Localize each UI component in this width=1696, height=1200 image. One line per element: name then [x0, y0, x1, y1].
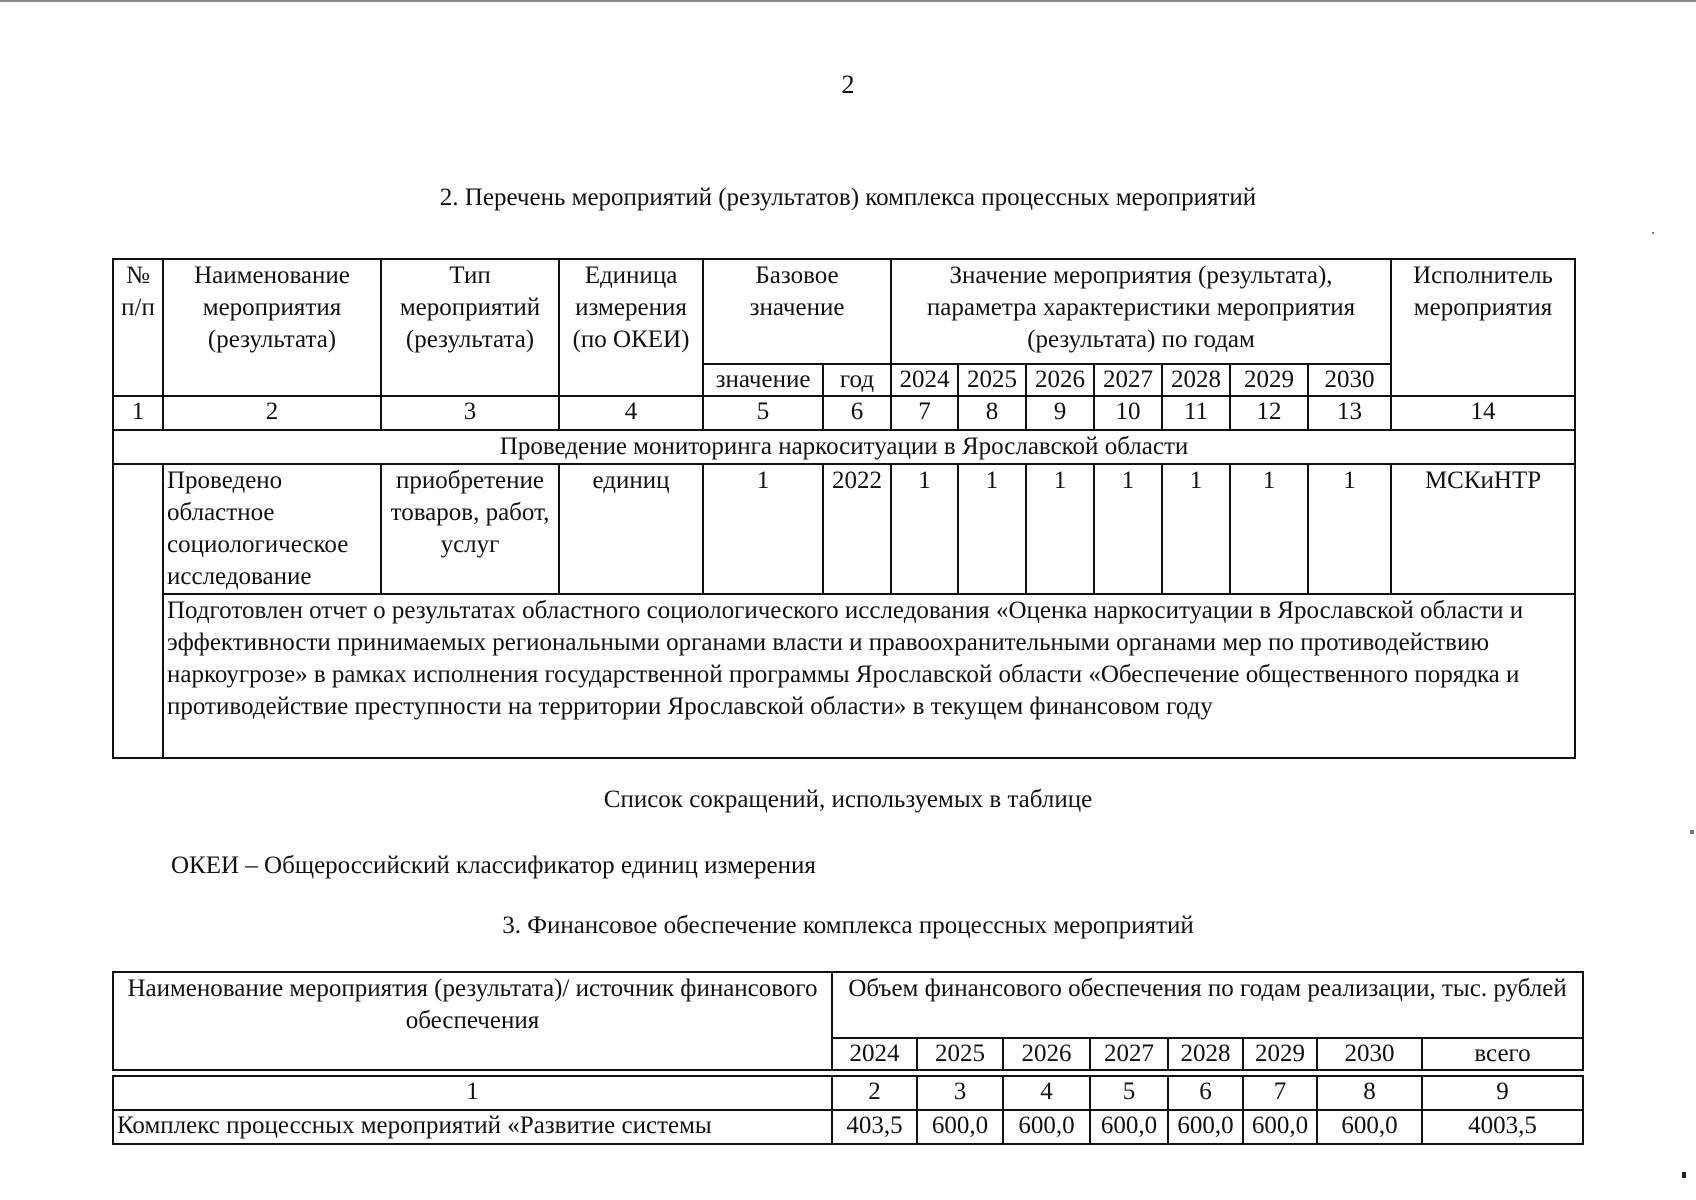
- header-year: 2029: [1230, 364, 1308, 396]
- column-number: 3: [381, 396, 559, 430]
- header-year: 2025: [958, 364, 1026, 396]
- scan-speck: [1682, 1172, 1686, 1178]
- finance-header-name: Наименование мероприятия (результата)/ источник финансового обеспечения: [113, 972, 832, 1070]
- column-number: 2: [832, 1076, 917, 1110]
- finance-row-name: Комплекс процессных мероприятий «Развитие системы: [113, 1110, 832, 1144]
- description-row: [113, 594, 1575, 758]
- finance-row-value: 600,0: [1243, 1110, 1317, 1144]
- column-number: 8: [1317, 1076, 1422, 1110]
- column-number: 3: [917, 1076, 1003, 1110]
- header-name: Наименование мероприятия (результата): [163, 259, 381, 396]
- column-number: 7: [891, 396, 958, 430]
- row-year-value: 1: [1026, 464, 1094, 594]
- column-number: 5: [703, 396, 823, 430]
- header-year: 2030: [1308, 364, 1391, 396]
- row-year-value: 1: [1230, 464, 1308, 594]
- column-number: 4: [559, 396, 703, 430]
- header-executor: Исполнитель мероприятия: [1391, 259, 1575, 396]
- header-num: № п/п: [113, 259, 163, 396]
- column-number: 13: [1308, 396, 1391, 430]
- header-type: Тип мероприятий (результата): [381, 259, 559, 396]
- finance-header-year: 2027: [1090, 1038, 1168, 1070]
- header-year: 2026: [1026, 364, 1094, 396]
- header-year: 2024: [891, 364, 958, 396]
- group-title: Проведение мониторинга наркоситуации в Ярославской области: [113, 430, 1575, 464]
- section2-title: 2. Перечень мероприятий (результатов) комплекса процессных мероприятий: [439, 184, 1257, 211]
- group-row: [113, 430, 1575, 464]
- column-number: 1: [113, 1076, 832, 1110]
- row-year-value: 1: [891, 464, 958, 594]
- abbreviation-item: ОКЕИ – Общероссийский классификатор единиц измерения: [171, 852, 816, 879]
- column-numbers-row: [113, 396, 1575, 430]
- section3-title: 3. Финансовое обеспечение комплекса процессных мероприятий: [502, 912, 1194, 939]
- finance-row-total: 4003,5: [1422, 1110, 1583, 1144]
- abbreviations-title: Список сокращений, используемых в таблице: [603, 786, 1093, 813]
- header-base-year: год: [823, 364, 891, 396]
- header-values: Значение мероприятия (результата), параметра характеристики мероприятия (результата) по годам: [891, 259, 1391, 364]
- column-number: 6: [1168, 1076, 1243, 1110]
- finance-row-value: 600,0: [1003, 1110, 1090, 1144]
- page-number: 2: [841, 70, 855, 99]
- page-top-edge: [0, 0, 1696, 2]
- column-number: 12: [1230, 396, 1308, 430]
- row-description: Подготовлен отчет о результатах областного социологического исследования «Оценка наркоситуации в Ярославской области и эффективности принимаемых региональными органами власти и правоохранительными органами мер по противодействию наркоугрозе» в рамках исполнения государственной программы Ярославской области «Обеспечение общественного порядка и противодействие преступности на территории Ярославской области» в текущем финансовом году: [163, 594, 1575, 758]
- column-number: 7: [1243, 1076, 1317, 1110]
- row-executor: МСКиНТР: [1391, 464, 1575, 594]
- header-year: 2028: [1162, 364, 1230, 396]
- finance-row-value: 600,0: [1168, 1110, 1243, 1144]
- column-number: 6: [823, 396, 891, 430]
- row-name: Проведено областное социологическое исследование: [163, 464, 381, 594]
- column-number: 8: [958, 396, 1026, 430]
- header-base-value: значение: [703, 364, 823, 396]
- finance-header-total: всего: [1422, 1038, 1583, 1070]
- header-unit: Единица измерения (по ОКЕИ): [559, 259, 703, 396]
- row-year-value: 1: [1094, 464, 1162, 594]
- column-number: 5: [1090, 1076, 1168, 1110]
- finance-header-year: 2030: [1317, 1038, 1422, 1070]
- column-number: 11: [1162, 396, 1230, 430]
- scan-speck: [1690, 830, 1694, 834]
- finance-row-value: 600,0: [1090, 1110, 1168, 1144]
- column-number: 10: [1094, 396, 1162, 430]
- finance-header-year: 2024: [832, 1038, 917, 1070]
- row-base-year: 2022: [823, 464, 891, 594]
- column-number: 4: [1003, 1076, 1090, 1110]
- scan-speck: [1652, 232, 1654, 234]
- row-year-value: 1: [1162, 464, 1230, 594]
- finance-table: [112, 971, 1584, 1145]
- header-base: Базовое значение: [703, 259, 891, 364]
- finance-column-numbers-row: [113, 1076, 1583, 1110]
- finance-row-value: 600,0: [917, 1110, 1003, 1144]
- finance-row-value: 600,0: [1317, 1110, 1422, 1144]
- finance-header-year: 2025: [917, 1038, 1003, 1070]
- row-year-value: 1: [1308, 464, 1391, 594]
- column-number: 1: [113, 396, 163, 430]
- row-unit: единиц: [559, 464, 703, 594]
- table-row: [113, 464, 1575, 594]
- finance-header-year: 2026: [1003, 1038, 1090, 1070]
- table-row: [113, 1110, 1583, 1144]
- column-number: 2: [163, 396, 381, 430]
- column-number: 9: [1026, 396, 1094, 430]
- finance-header-year: 2029: [1243, 1038, 1317, 1070]
- row-base-value: 1: [703, 464, 823, 594]
- measures-table: [112, 258, 1576, 759]
- finance-row-value: 403,5: [832, 1110, 917, 1144]
- row-year-value: 1: [958, 464, 1026, 594]
- header-row-1: [113, 259, 1575, 364]
- row-type: приобретение товаров, работ, услуг: [381, 464, 559, 594]
- finance-header-year: 2028: [1168, 1038, 1243, 1070]
- finance-header-row-1: [113, 972, 1583, 1038]
- header-year: 2027: [1094, 364, 1162, 396]
- column-number: 14: [1391, 396, 1575, 430]
- finance-header-volume: Объем финансового обеспечения по годам реализации, тыс. рублей: [832, 972, 1583, 1038]
- column-number: 9: [1422, 1076, 1583, 1110]
- row-num: [113, 464, 163, 758]
